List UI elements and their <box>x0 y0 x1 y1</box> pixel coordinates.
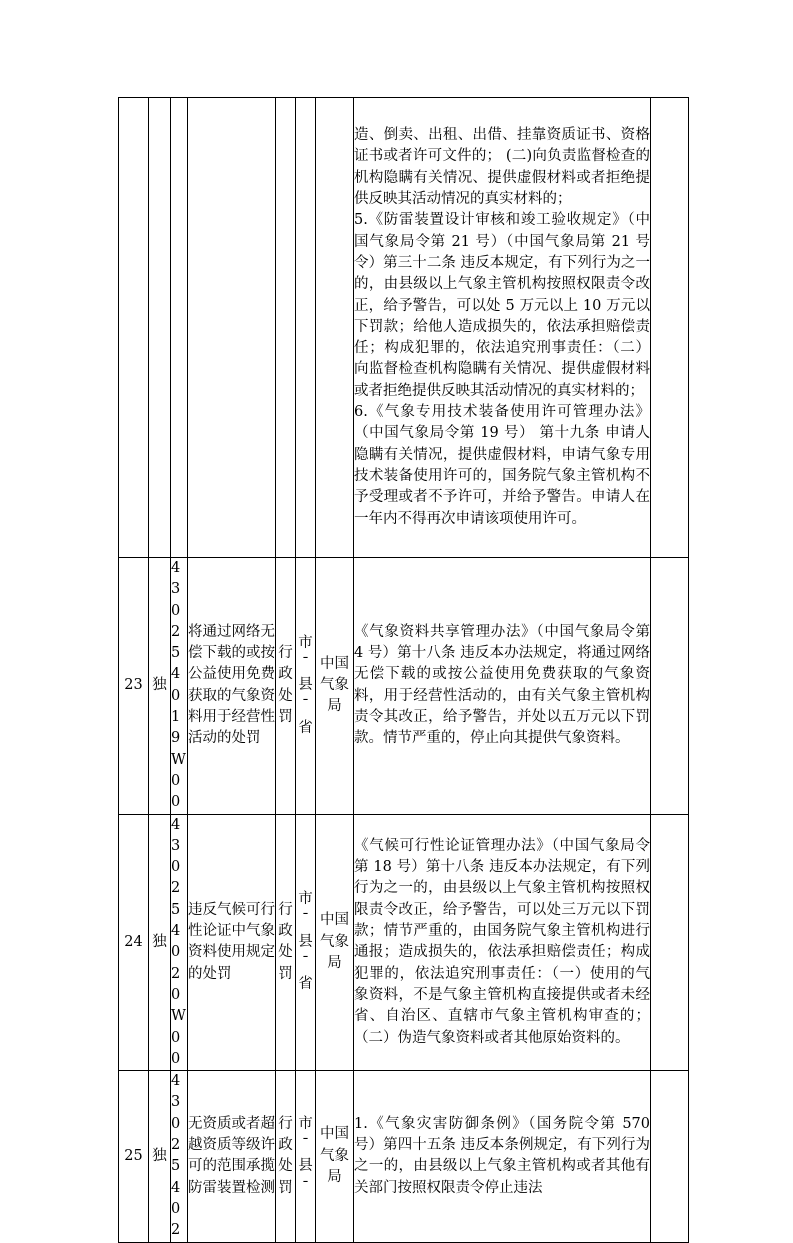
row-name: 无资质或者超越资质等级许可的范围承揽防雷装置检测 <box>188 1071 276 1242</box>
row-basis <box>354 814 651 1071</box>
row-type: 独 <box>149 814 171 1071</box>
row-category: 行政处罚 <box>276 558 296 815</box>
table-row <box>119 1071 689 1242</box>
row-basis <box>354 558 651 815</box>
row-number: 23 <box>119 558 149 815</box>
row-code: 43025402 <box>171 1071 188 1242</box>
basis-paragraph: 1.《气象灾害防御条例》（国务院令第 570 号）第四十五条 违反本条例规定，有下列行为之一的，由县级以上气象主管机构或者其他有关部门按照权限责令停止违法 <box>354 1115 650 1196</box>
row-level <box>296 98 316 558</box>
row-name: 将通过网络无偿下载的或按公益使用免费获取的气象资料用于经营性活动的处罚 <box>188 558 276 815</box>
row-org: 中国气象局 <box>316 814 354 1071</box>
row-remark <box>651 558 689 815</box>
basis-paragraph: 《气候可行性论证管理办法》（中国气象局令第 18 号）第十八条 违反本办法规定，有下列行为之一的，由县级以上气象主管机构按照权限责令改正，给予警告，可以处三万元以下罚款；情节严重的，由国务院气象主管机构进行通报；造成损失的，依法承担赔偿责任；构成犯罪的，依法追究刑事责任：（一）使用的气象资料，不是气象主管机构直接提供或者未经省、自治区、直辖市气象主管机构审查的；（二）伪造气象资料或者其他原始资料的。 <box>354 837 650 1046</box>
row-basis <box>354 1071 651 1242</box>
row-level: 市ˉ县ˉ <box>296 1071 316 1242</box>
row-name: 违反气候可行性论证中气象资料使用规定的处罚 <box>188 814 276 1071</box>
row-category <box>276 98 296 558</box>
row-type <box>149 98 171 558</box>
basis-paragraph: 5.《防雷装置设计审核和竣工验收规定》（中国气象局令第 21 号）（中国气象局第 21 号令）第三十二条 违反本规定，有下列行为之一的，由县级以上气象主管机构按照权限责令改正，给予警告，可以处 5 万元以上 10 万元以下罚款；给他人造成损失的，依法承担赔偿责任；构成犯罪的，依法追究刑事责任：（二）向监督检查机构隐瞒有关情况、提供虚假材料或者拒绝提供反映其活动情况的真实材料的； <box>354 212 650 399</box>
row-code: 430254020W00 <box>171 814 188 1071</box>
row-remark <box>651 98 689 558</box>
row-category: 行政处罚 <box>276 1071 296 1242</box>
row-type: 独 <box>149 558 171 815</box>
row-code: 430254019W00 <box>171 558 188 815</box>
basis-paragraph: 6.《气象专用技术装备使用许可管理办法》（中国气象局令第 19 号） 第十九条 申请人隐瞒有关情况，提供虚假材料，申请气象专用技术装备使用许可的，国务院气象主管机构不予受理或者不予许可，并给予警告。申请人在一年内不得再次申请该项使用许可。 <box>354 404 650 527</box>
row-number: 24 <box>119 814 149 1071</box>
row-org: 中国气象局 <box>316 558 354 815</box>
basis-paragraph: 造、倒卖、出租、出借、挂靠资质证书、资格证书或者许可文件的； (二)向负责监督检查的机构隐瞒有关情况、提供虚假材料或者拒绝提供反映其活动情况的真实材料的； <box>354 127 650 208</box>
row-level: 市ˉ县ˉ省 <box>296 558 316 815</box>
table-row <box>119 814 689 1071</box>
row-remark <box>651 814 689 1071</box>
table-row <box>119 558 689 815</box>
row-level: 市ˉ县ˉ省 <box>296 814 316 1071</box>
table-row <box>119 98 689 558</box>
row-number <box>119 98 149 558</box>
row-code <box>171 98 188 558</box>
row-number: 25 <box>119 1071 149 1242</box>
row-type: 独 <box>149 1071 171 1242</box>
row-basis <box>354 98 651 558</box>
row-org <box>316 98 354 558</box>
row-org: 中国气象局 <box>316 1071 354 1242</box>
row-category: 行政处罚 <box>276 814 296 1071</box>
basis-paragraph: 《气象资料共享管理办法》（中国气象局令第 4 号）第十八条 违反本办法规定，将通过网络无偿下载的或按公益使用免费获取的气象资料，用于经营性活动的，由有关气象主管机构责令其改正，给予警告，并处以五万元以下罚款。情节严重的，停止向其提供气象资料。 <box>354 623 650 747</box>
row-name <box>188 98 276 558</box>
row-remark <box>651 1071 689 1242</box>
punishment-table <box>118 97 689 1243</box>
